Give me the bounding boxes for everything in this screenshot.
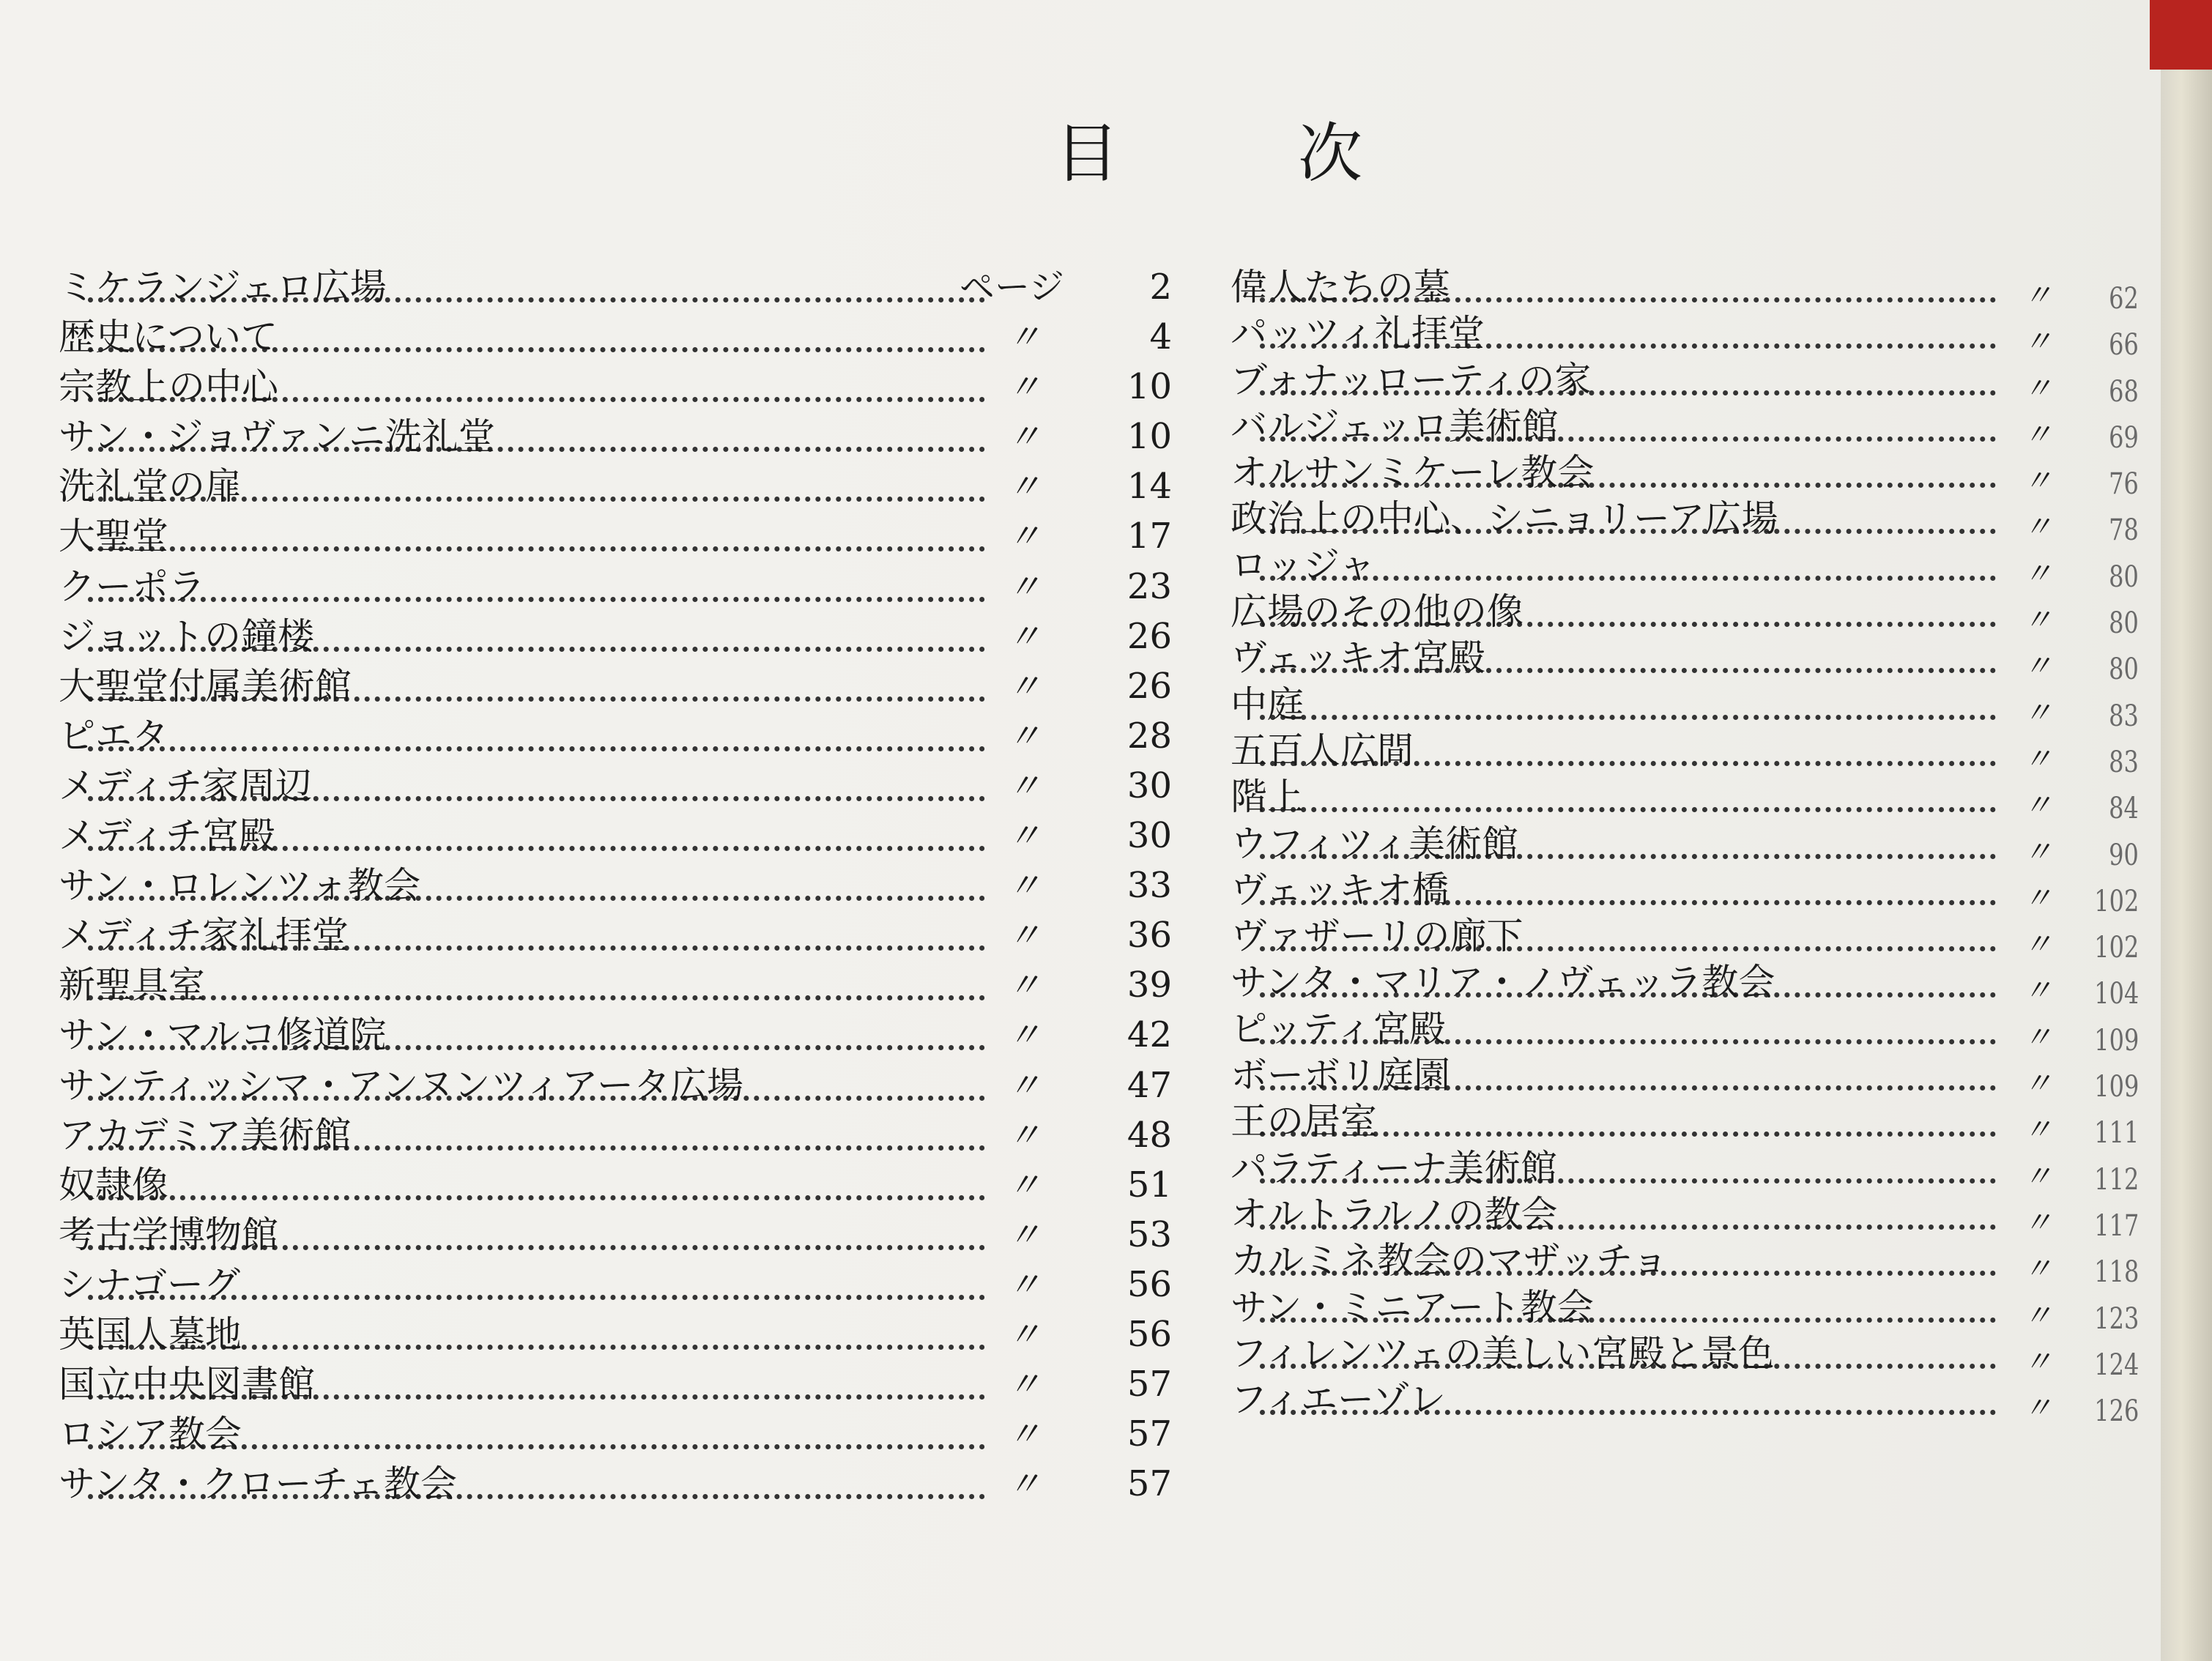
toc-entry-title: ピエタ bbox=[59, 714, 168, 757]
toc-page-number: 30 bbox=[1127, 815, 1172, 857]
toc-entry-title: バルジェッロ美術館 bbox=[1231, 404, 1559, 447]
toc-page-number: 53 bbox=[1127, 1214, 1172, 1255]
toc-entry bbox=[1231, 1098, 2139, 1151]
toc-entry-title: 中庭 bbox=[1231, 683, 1304, 726]
toc-page-number: 84 bbox=[2109, 792, 2139, 826]
ditto-mark: 〃 bbox=[1007, 765, 1041, 806]
toc-page-number: 48 bbox=[1127, 1114, 1172, 1156]
toc-entry-title: カルミネ教会のマザッチョ bbox=[1231, 1239, 1669, 1282]
dot-leader bbox=[88, 989, 985, 1000]
toc-entry-title: フィエーゾレ bbox=[1231, 1378, 1446, 1422]
toc-entry-title: メディチ宮殿 bbox=[59, 814, 275, 858]
toc-entry-title: 王の居室 bbox=[1231, 1100, 1377, 1143]
dot-leader bbox=[1260, 709, 1996, 720]
toc-page-number: 42 bbox=[1127, 1014, 1172, 1056]
toc-entry-title: オルトラルノの教会 bbox=[1231, 1192, 1558, 1235]
title-char: 次 bbox=[1297, 116, 1362, 191]
toc-entry-title: ジョットの鐘楼 bbox=[59, 614, 314, 658]
toc-entry bbox=[1231, 588, 2139, 641]
ditto-mark: 〃 bbox=[2023, 1205, 2052, 1240]
ditto-mark: 〃 bbox=[1007, 866, 1041, 906]
ditto-mark: 〃 bbox=[2023, 1298, 2052, 1333]
toc-entry-title: 新聖具室 bbox=[59, 964, 205, 1007]
toc-entry-title: ヴァザーリの廊下 bbox=[1231, 915, 1523, 958]
toc-entry bbox=[1231, 820, 2139, 872]
ditto-mark: 〃 bbox=[1007, 1015, 1041, 1055]
toc-entry bbox=[59, 313, 1172, 363]
ditto-mark: 〃 bbox=[1007, 1115, 1041, 1155]
ditto-mark: 〃 bbox=[1007, 1464, 1041, 1504]
toc-page-number: 112 bbox=[2093, 1162, 2139, 1197]
toc-entry bbox=[59, 1460, 1172, 1510]
dot-leader bbox=[88, 740, 985, 751]
toc-entry bbox=[59, 1011, 1172, 1061]
toc-entry-title: ロシア教会 bbox=[59, 1413, 242, 1456]
toc-page-number: 10 bbox=[1127, 366, 1172, 408]
toc-entry-title: シナゴーグ bbox=[59, 1263, 240, 1306]
toc-entry bbox=[1231, 1237, 2139, 1290]
toc-entry bbox=[1231, 913, 2139, 965]
book-spine bbox=[2161, 0, 2212, 1661]
toc-page-number: 109 bbox=[2093, 1070, 2139, 1104]
toc-page-number: 4 bbox=[1149, 316, 1172, 358]
toc-page-number: 126 bbox=[2093, 1394, 2139, 1429]
toc-entry bbox=[59, 513, 1172, 562]
toc-entry-title: 五百人広間 bbox=[1231, 729, 1414, 772]
toc-entry bbox=[1231, 1376, 2139, 1429]
toc-entry bbox=[1231, 1284, 2139, 1336]
toc-entry bbox=[1231, 959, 2139, 1011]
toc-page-number: 47 bbox=[1127, 1064, 1172, 1106]
toc-page-number: 118 bbox=[2093, 1255, 2139, 1290]
toc-entry-title: フィレンツェの美しい宮殿と景色 bbox=[1231, 1331, 1775, 1375]
toc-entry bbox=[1231, 1191, 2139, 1243]
toc-page-number: 68 bbox=[2109, 374, 2139, 409]
toc-entry bbox=[59, 1162, 1172, 1211]
toc-page-number: 83 bbox=[2109, 699, 2139, 733]
toc-entry-title: クーポラ bbox=[59, 565, 205, 608]
dot-leader bbox=[88, 540, 985, 551]
toc-entry bbox=[59, 862, 1172, 912]
toc-page-number: 36 bbox=[1127, 915, 1172, 956]
toc-page-number: 14 bbox=[1127, 466, 1172, 508]
toc-page-number: 56 bbox=[1127, 1313, 1172, 1355]
ditto-mark: 〃 bbox=[1007, 1214, 1041, 1255]
toc-entry-title: 大聖堂 bbox=[59, 515, 168, 558]
toc-page-number: 62 bbox=[2109, 282, 2139, 316]
toc-page-number: 30 bbox=[1127, 765, 1172, 806]
toc-right-column bbox=[1231, 264, 2139, 1429]
ditto-mark: 〃 bbox=[1007, 666, 1041, 706]
ditto-mark: 〃 bbox=[2023, 789, 2052, 823]
toc-page-number: 33 bbox=[1127, 865, 1172, 907]
toc-entry bbox=[1231, 1145, 2139, 1197]
toc-page-number: 80 bbox=[2109, 560, 2139, 594]
dot-leader bbox=[88, 1189, 985, 1200]
toc-entry bbox=[59, 1411, 1172, 1460]
ditto-mark: 〃 bbox=[1007, 566, 1041, 606]
toc-entry bbox=[1231, 357, 2139, 409]
toc-entry bbox=[1231, 773, 2139, 826]
toc-page-number: 123 bbox=[2093, 1301, 2139, 1336]
toc-entry-title: 大聖堂付属美術館 bbox=[59, 664, 352, 707]
ditto-mark: 〃 bbox=[1007, 1065, 1041, 1105]
ditto-mark: 〃 bbox=[2023, 835, 2052, 869]
toc-entry-title: 政治上の中心、シニョリーア広場 bbox=[1231, 497, 1778, 540]
ditto-mark: 〃 bbox=[2023, 1159, 2052, 1194]
toc-page-number: 2 bbox=[1149, 267, 1172, 308]
toc-entry-title: 宗教上の中心 bbox=[59, 365, 278, 409]
toc-entry bbox=[59, 413, 1172, 463]
ditto-mark: 〃 bbox=[1007, 716, 1041, 756]
toc-entry bbox=[1231, 727, 2139, 779]
page-title bbox=[1055, 103, 1362, 195]
toc-entry-title: ロッジャ bbox=[1231, 543, 1376, 587]
toc-page-number: 80 bbox=[2109, 653, 2139, 687]
toc-page-number: 102 bbox=[2093, 931, 2139, 965]
toc-entry bbox=[59, 713, 1172, 762]
toc-entry-title: ミケランジェロ広場 bbox=[59, 266, 387, 308]
toc-page-number: 26 bbox=[1127, 665, 1172, 707]
toc-entry-title: 偉人たちの墓 bbox=[1231, 266, 1450, 308]
toc-entry bbox=[1231, 1330, 2139, 1382]
toc-entry-title: サン・マルコ修道院 bbox=[59, 1014, 387, 1057]
toc-entry bbox=[59, 563, 1172, 613]
toc-page-number: 57 bbox=[1127, 1364, 1172, 1405]
dot-leader bbox=[88, 591, 985, 602]
ditto-mark: 〃 bbox=[2023, 1067, 2052, 1101]
toc-entry bbox=[59, 363, 1172, 413]
ditto-mark: 〃 bbox=[1007, 1414, 1041, 1454]
toc-entry bbox=[1231, 1052, 2139, 1104]
toc-entry bbox=[59, 264, 1172, 313]
toc-entry bbox=[59, 463, 1172, 513]
toc-page-number: 57 bbox=[1127, 1413, 1172, 1455]
ditto-mark: 〃 bbox=[2023, 279, 2052, 313]
toc-entry-title: 階上 bbox=[1231, 776, 1304, 819]
toc-entry-title: サン・ジョヴァンニ洗礼堂 bbox=[59, 415, 495, 458]
toc-page-number: 26 bbox=[1127, 615, 1172, 657]
ditto-mark: 〃 bbox=[2023, 1391, 2052, 1426]
ditto-mark: 〃 bbox=[2023, 650, 2052, 684]
toc-page-number: 51 bbox=[1127, 1164, 1172, 1205]
page-label: ページ bbox=[960, 267, 1065, 308]
toc-page-number: 111 bbox=[2093, 1116, 2139, 1151]
toc-entry-title: 国立中央図書館 bbox=[59, 1363, 315, 1406]
toc-entry-title: 歴史について bbox=[59, 316, 278, 359]
ditto-mark: 〃 bbox=[2023, 881, 2052, 915]
ditto-mark: 〃 bbox=[1007, 1264, 1041, 1304]
title-char: 目 bbox=[1055, 116, 1120, 191]
toc-page-number: 56 bbox=[1127, 1263, 1172, 1305]
toc-page-number: 17 bbox=[1127, 516, 1172, 557]
ditto-mark: 〃 bbox=[2023, 510, 2052, 545]
toc-page-number: 39 bbox=[1127, 965, 1172, 1006]
toc-page-number: 69 bbox=[2109, 420, 2139, 455]
red-cover-edge bbox=[2150, 0, 2212, 70]
toc-entry bbox=[1231, 264, 2139, 316]
toc-entry bbox=[59, 762, 1172, 812]
toc-entry-title: アカデミア美術館 bbox=[59, 1113, 352, 1156]
ditto-mark: 〃 bbox=[2023, 557, 2052, 591]
ditto-mark: 〃 bbox=[1007, 816, 1041, 856]
toc-entry bbox=[1231, 449, 2139, 502]
ditto-mark: 〃 bbox=[2023, 464, 2052, 499]
toc-entry-title: サン・ロレンツォ教会 bbox=[59, 864, 421, 907]
toc-entry bbox=[59, 812, 1172, 862]
toc-entry bbox=[1231, 495, 2139, 548]
toc-entry bbox=[59, 1112, 1172, 1162]
toc-entry bbox=[59, 962, 1172, 1011]
toc-page-number: 90 bbox=[2109, 838, 2139, 872]
dot-leader bbox=[1260, 801, 1996, 812]
toc-entry bbox=[59, 1311, 1172, 1361]
toc-entry-title: サンタ・マリア・ノヴェッラ教会 bbox=[1231, 961, 1775, 1004]
ditto-mark: 〃 bbox=[2023, 371, 2052, 406]
toc-entry-title: サンタ・クローチェ教会 bbox=[59, 1463, 457, 1506]
toc-page-number: 66 bbox=[2109, 328, 2139, 363]
toc-page-number: 102 bbox=[2093, 884, 2139, 918]
ditto-mark: 〃 bbox=[2023, 742, 2052, 776]
toc-entry bbox=[59, 912, 1172, 962]
ditto-mark: 〃 bbox=[1007, 1164, 1041, 1205]
toc-page-number: 10 bbox=[1127, 416, 1172, 458]
toc-entry-title: ボーボリ庭園 bbox=[1231, 1054, 1450, 1097]
toc-entry bbox=[1231, 866, 2139, 918]
toc-page-number: 76 bbox=[2109, 467, 2139, 502]
toc-entry bbox=[59, 1361, 1172, 1411]
toc-entry-title: ヴェッキオ橋 bbox=[1231, 868, 1449, 911]
toc-entry bbox=[1231, 403, 2139, 455]
ditto-mark: 〃 bbox=[2023, 1345, 2052, 1379]
toc-page-number: 124 bbox=[2093, 1348, 2139, 1382]
toc-entry bbox=[59, 1211, 1172, 1261]
toc-page-number: 117 bbox=[2093, 1208, 2139, 1243]
ditto-mark: 〃 bbox=[1007, 367, 1041, 407]
ditto-mark: 〃 bbox=[1007, 417, 1041, 457]
toc-entry-title: 洗礼堂の扉 bbox=[59, 465, 242, 508]
ditto-mark: 〃 bbox=[2023, 696, 2052, 730]
toc-entry-title: パラティーナ美術館 bbox=[1231, 1146, 1557, 1189]
ditto-mark: 〃 bbox=[2023, 1113, 2052, 1148]
toc-entry-title: 考古学博物館 bbox=[59, 1213, 278, 1256]
toc-entry-title: 英国人墓地 bbox=[59, 1312, 242, 1356]
ditto-mark: 〃 bbox=[1007, 616, 1041, 656]
toc-entry bbox=[1231, 681, 2139, 733]
toc-entry bbox=[59, 613, 1172, 663]
toc-entry bbox=[1231, 1006, 2139, 1058]
toc-page-number: 104 bbox=[2093, 977, 2139, 1011]
toc-entry bbox=[1231, 542, 2139, 594]
ditto-mark: 〃 bbox=[1007, 467, 1041, 507]
ditto-mark: 〃 bbox=[2023, 603, 2052, 638]
ditto-mark: 〃 bbox=[1007, 317, 1041, 357]
ditto-mark: 〃 bbox=[1007, 965, 1041, 1006]
toc-entry bbox=[59, 1261, 1172, 1311]
ditto-mark: 〃 bbox=[2023, 1252, 2052, 1287]
toc-page-number: 80 bbox=[2109, 606, 2139, 641]
ditto-mark: 〃 bbox=[2023, 1020, 2052, 1055]
toc-page-number: 23 bbox=[1127, 565, 1172, 607]
toc-entry bbox=[1231, 634, 2139, 687]
toc-page-number: 57 bbox=[1127, 1463, 1172, 1505]
toc-page-number: 109 bbox=[2093, 1023, 2139, 1058]
ditto-mark: 〃 bbox=[2023, 974, 2052, 1008]
toc-entry bbox=[59, 663, 1172, 713]
toc-entry bbox=[1231, 310, 2139, 363]
ditto-mark: 〃 bbox=[1007, 915, 1041, 956]
ditto-mark: 〃 bbox=[2023, 928, 2052, 962]
ditto-mark: 〃 bbox=[1007, 1314, 1041, 1354]
ditto-mark: 〃 bbox=[1007, 1364, 1041, 1405]
toc-entry-title: ウフィツィ美術館 bbox=[1231, 822, 1518, 865]
toc-entry bbox=[59, 1062, 1172, 1112]
ditto-mark: 〃 bbox=[2023, 417, 2052, 452]
toc-page-number: 83 bbox=[2109, 745, 2139, 779]
toc-entry-title: 奴隷像 bbox=[59, 1163, 168, 1206]
toc-entry-title: サンティッシマ・アンヌンツィアータ広場 bbox=[59, 1063, 743, 1107]
toc-entry-title: メディチ家礼拝堂 bbox=[59, 914, 349, 957]
toc-left-column bbox=[59, 264, 1172, 1510]
ditto-mark: 〃 bbox=[2023, 325, 2052, 360]
toc-entry-title: オルサンミケーレ教会 bbox=[1231, 451, 1595, 494]
toc-entry-title: サン・ミニアート教会 bbox=[1231, 1285, 1594, 1329]
toc-page-number: 78 bbox=[2109, 513, 2139, 548]
toc-entry-title: ブォナッローティの家 bbox=[1231, 358, 1592, 401]
toc-entry-title: ヴェッキオ宮殿 bbox=[1231, 636, 1485, 680]
toc-entry-title: パッツィ礼拝堂 bbox=[1231, 312, 1485, 355]
toc-entry-title: メディチ家周辺 bbox=[59, 764, 312, 807]
toc-page-number: 28 bbox=[1127, 715, 1172, 757]
toc-entry-title: 広場のその他の像 bbox=[1231, 590, 1523, 633]
toc-entry-title: ピッティ宮殿 bbox=[1231, 1007, 1446, 1050]
ditto-mark: 〃 bbox=[1007, 516, 1041, 557]
